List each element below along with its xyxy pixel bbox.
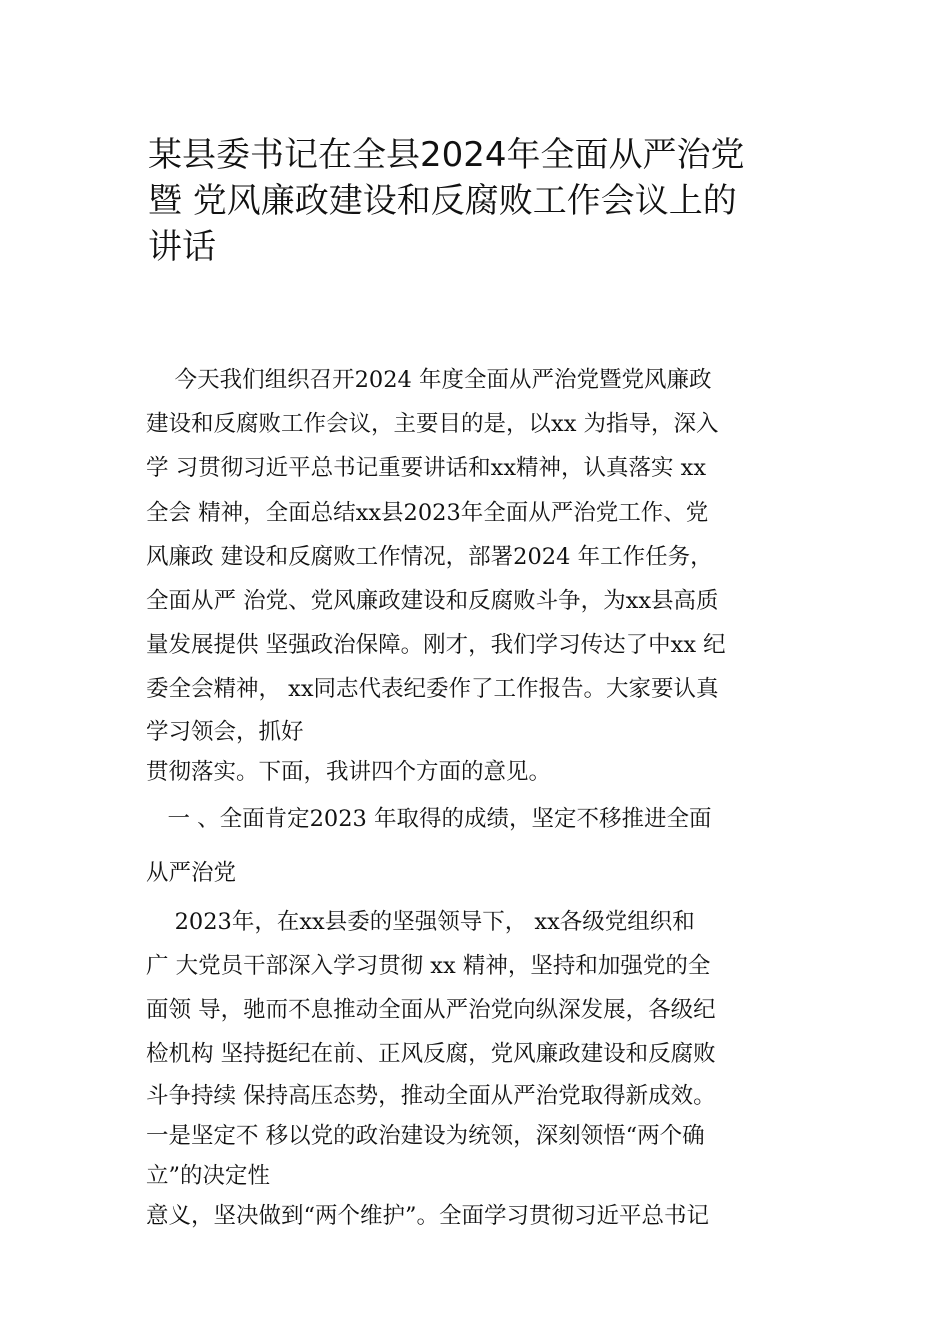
paragraph-line: 贯彻落实。下面，我讲四个方面的意见。 [146, 758, 552, 785]
paragraph-line: 风廉政 建设和反腐败工作情况，部署2024 年工作任务， [146, 543, 713, 570]
paragraph-line: 一是坚定不 移以党的政治建设为统领，深刻领悟“两个确 [146, 1123, 705, 1150]
paragraph-line: 全面从严 治党、党风廉政建设和反腐败斗争，为xx县高质 [146, 587, 719, 614]
title-line: 暨 党风廉政建设和反腐败工作会议上的 [148, 181, 737, 221]
paragraph-line: 建设和反腐败工作会议，主要目的是，以xx 为指导，深入 [146, 411, 719, 438]
title-line: 讲话 [148, 227, 216, 267]
paragraph-line: 意义，坚决做到“两个维护”。全面学习贯彻习近平总书记 [146, 1203, 710, 1230]
document-title [148, 132, 828, 270]
paragraph-line: 学 习贯彻习近平总书记重要讲话和xx精神，认真落实 xx [146, 455, 707, 482]
document-body [146, 358, 836, 1236]
paragraph-line: 2023年，在xx县委的坚强领导下， xx各级党组织和 [146, 908, 695, 935]
paragraph-line: 委全会精神， xx同志代表纪委作了工作报告。大家要认真 [146, 676, 719, 703]
paragraph-line: 广 大党员干部深入学习贯彻 xx 精神，坚持和加强党的全 [146, 952, 711, 979]
section-heading-line: 从严治党 [146, 859, 237, 886]
paragraph-line: 全会 精神，全面总结xx县2023年全面从严治党工作、党 [146, 499, 709, 526]
title-line: 某县委书记在全县2024年全面从严治党 [148, 135, 745, 175]
paragraph-line: 斗争持续 保持高压态势，推动全面从严治党取得新成效。 [146, 1083, 716, 1110]
paragraph-line: 学习领会，抓好 [146, 718, 304, 745]
paragraph-line: 检机构 坚持挺纪在前、正风反腐，党风廉政建设和反腐败 [146, 1041, 716, 1068]
paragraph-line: 今天我们组织召开2024 年度全面从严治党暨党风廉政 [146, 367, 712, 393]
paragraph-line: 面领 导，驰而不息推动全面从严治党向纵深发展，各级纪 [146, 996, 716, 1023]
paragraph-line: 立”的决定性 [146, 1163, 271, 1190]
section-heading-line: 一 、全面肯定2023 年取得的成绩，坚定不移推进全面 [146, 805, 712, 832]
paragraph-line: 量发展提供 坚强政治保障。刚才，我们学习传达了中xx 纪 [146, 632, 726, 659]
